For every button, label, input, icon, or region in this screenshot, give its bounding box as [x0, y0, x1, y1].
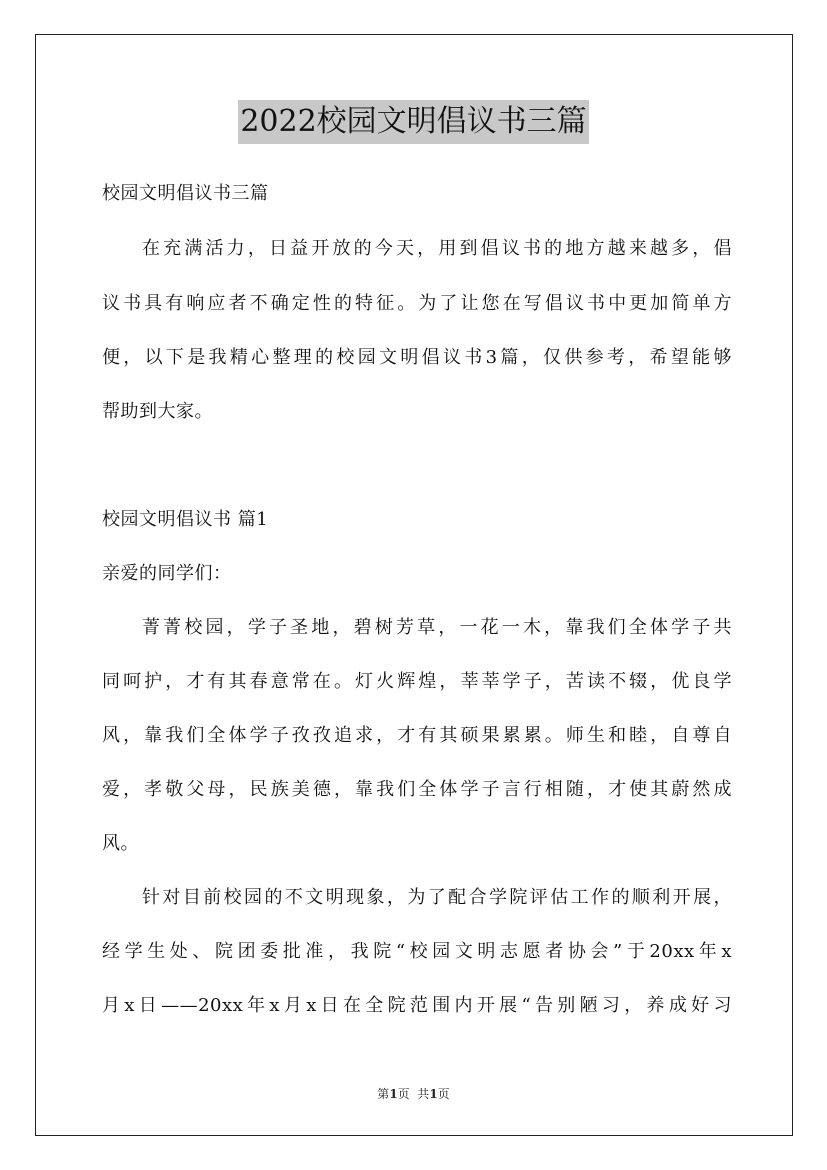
- intro-line-4: 帮助到大家。: [102, 401, 213, 422]
- intro-line-2: 议书具有响应者不确定性的特征。为了让您在写倡议书中更加简单方: [102, 293, 732, 314]
- footer-page-suffix: 页: [437, 1087, 450, 1101]
- para1-line-3: 风，靠我们全体学子孜孜追求，才有其硕果累累。师生和睦，自尊自: [102, 725, 732, 746]
- para1-line-4: 爱，孝敬父母，民族美德，靠我们全体学子言行相随，才使其蔚然成: [102, 779, 732, 800]
- footer-page-total: 1: [429, 1087, 438, 1101]
- para1-line-2: 同呵护，才有其春意常在。灯火辉煌，莘莘学子，苦读不辍，优良学: [102, 671, 732, 692]
- para2-line-2: 经学生处、院团委批准，我院“校园文明志愿者协会”于20xx年x: [102, 941, 732, 962]
- footer-page-number: 1: [389, 1087, 398, 1101]
- section-heading: 校园文明倡议书 篇1: [102, 509, 269, 530]
- para2-line-1: 针对目前校园的不文明现象，为了配合学院评估工作的顺利开展，: [142, 887, 732, 908]
- intro-line-1: 在充满活力，日益开放的今天，用到倡议书的地方越来越多，倡: [142, 238, 732, 259]
- title-wrapper: [0, 100, 827, 144]
- document-subtitle: 校园文明倡议书三篇: [102, 183, 269, 204]
- para1-line-5: 风。: [102, 833, 139, 854]
- document-title: 2022校园文明倡议书三篇: [238, 100, 588, 144]
- footer-page-prefix: 第: [377, 1087, 390, 1101]
- salutation: 亲爱的同学们：: [102, 563, 232, 584]
- intro-line-3: 便，以下是我精心整理的校园文明倡议书3篇，仅供参考，希望能够: [102, 347, 732, 368]
- page-footer: [0, 1086, 827, 1102]
- para1-line-1: 菁菁校园，学子圣地，碧树芳草，一花一木，靠我们全体学子共: [142, 617, 732, 638]
- footer-page-mid: 页 共: [397, 1087, 430, 1101]
- para2-line-3: 月x日——20xx年x月x日在全院范围内开展“告别陋习，养成好习: [102, 995, 732, 1016]
